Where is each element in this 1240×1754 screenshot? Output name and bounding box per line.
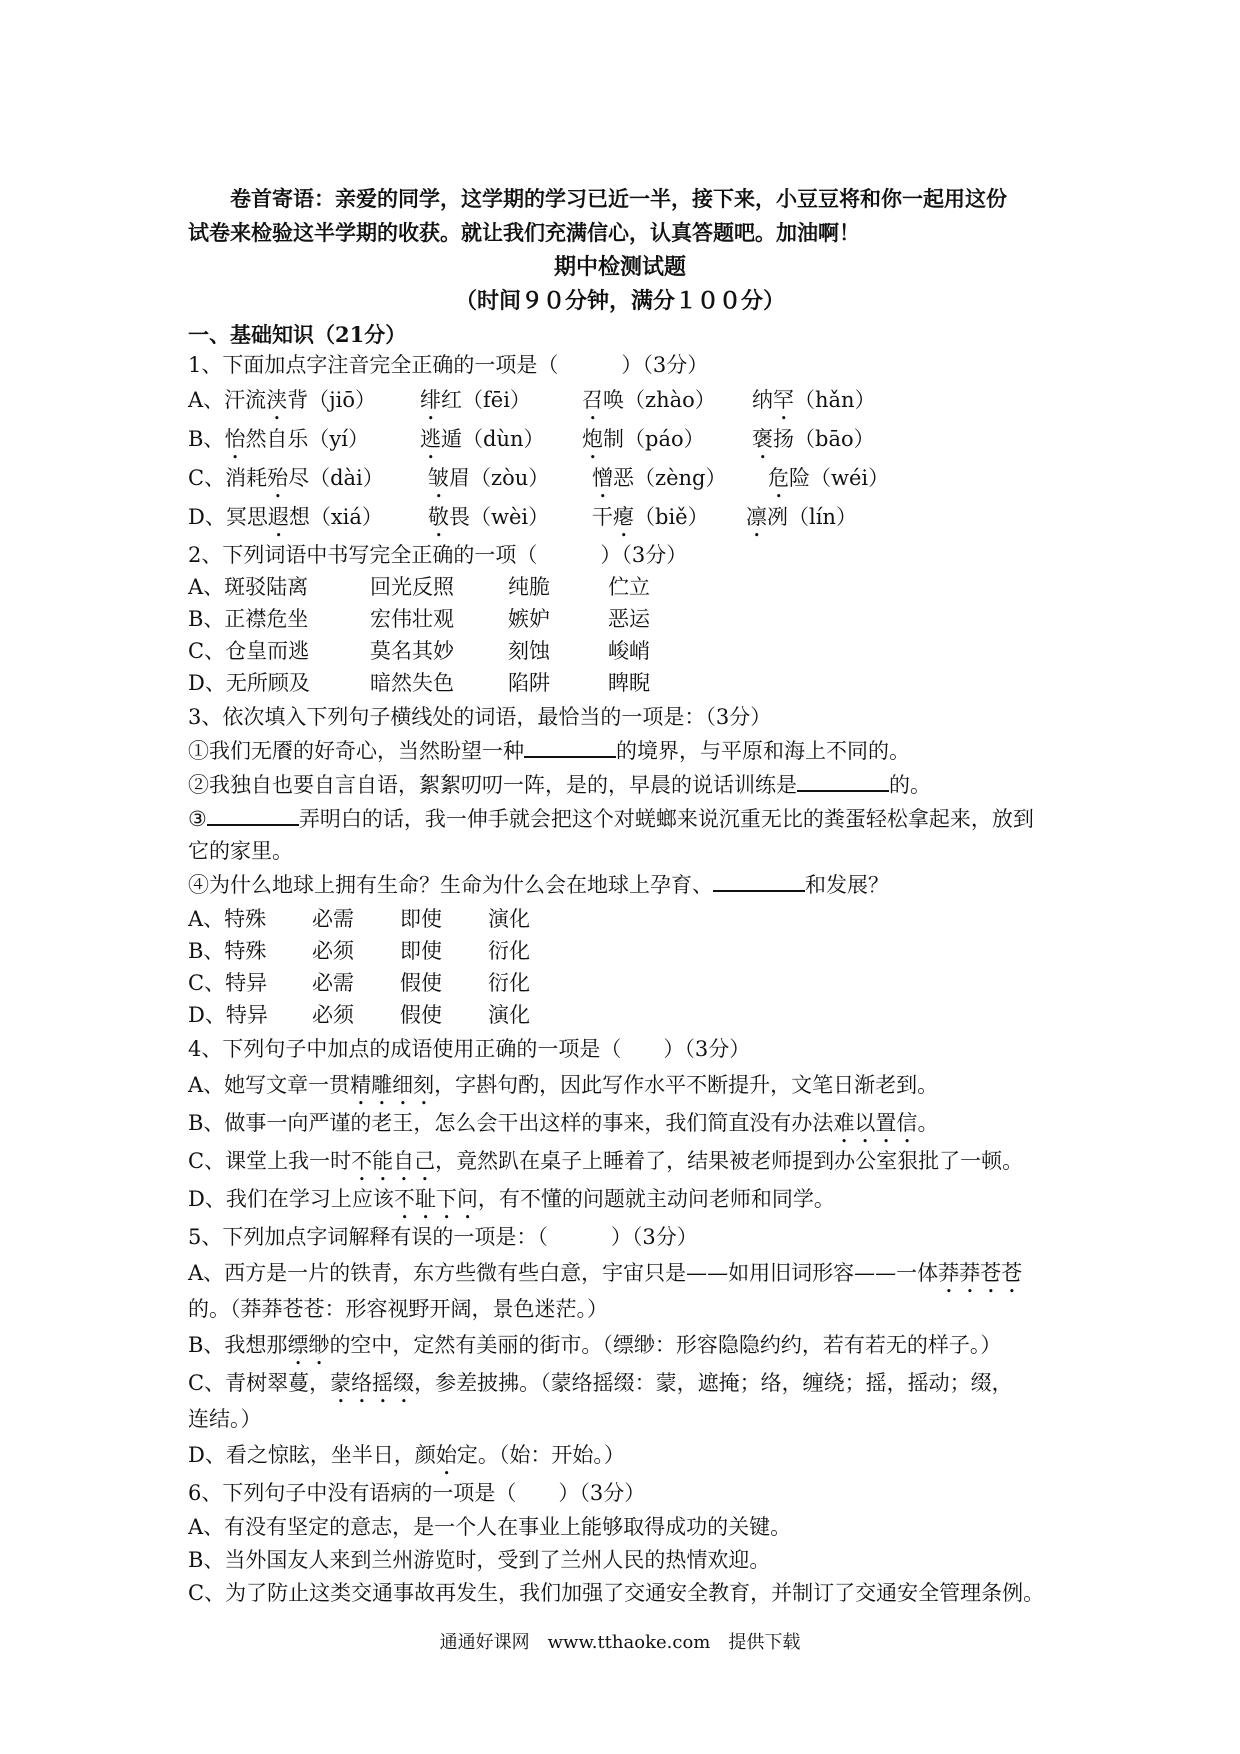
q1-b-item-2: 逃遁（dùn） — [420, 427, 545, 451]
q3-a-4: 演化 — [488, 907, 530, 931]
q3-b-3: 即使 — [400, 939, 442, 963]
q1-a-item-4: 纳罕（hǎn） — [752, 388, 876, 412]
q3-d-4: 演化 — [488, 1003, 530, 1027]
q1-option-d: D、冥思遐想（xiá） — [188, 505, 383, 529]
q3-sentence-4: ④为什么地球上拥有生命？生命为什么会在地球上孕育、 和发展？ — [188, 873, 889, 897]
q1-a-item-3: 召唤（zhào） — [582, 388, 716, 412]
q1-option-b: B、怡然自乐（yí） — [188, 427, 370, 451]
section-heading: 一、基础知识（21分） — [188, 322, 407, 347]
exam-title: 期中检测试题 — [553, 254, 686, 280]
q2-d-1: D、无所顾及 — [188, 671, 310, 695]
q2-b-4: 恶运 — [608, 607, 650, 631]
q2-stem: 2、下列词语中书写完全正确的一项（ ）（3分） — [188, 543, 688, 567]
q1-d-item-4: 凛冽（lín） — [746, 505, 857, 529]
footer-credit: 通通好课网 www.tthaoke.com 提供下载 — [439, 1632, 801, 1653]
q3-a-2: 必需 — [312, 907, 354, 931]
q2-d-3: 陷阱 — [508, 671, 550, 695]
q4-option-a: A、她写文章一贯精雕细刻，字斟句酌，因此写作水平不断提升，文笔日渐老到。 — [188, 1073, 939, 1097]
q3-c-1: C、特异 — [188, 971, 268, 995]
q3-c-3: 假使 — [400, 971, 442, 995]
q3-c-4: 衍化 — [488, 971, 530, 995]
q5-option-c-cont: 连结。） — [188, 1407, 262, 1431]
q3-d-1: D、特异 — [188, 1003, 268, 1027]
q1-option-c: C、消耗殆尽（dài） — [188, 466, 384, 490]
q1-stem: 1、下面加点字注音完全正确的一项是（ ）（3分） — [188, 353, 709, 377]
q1-b-item-4: 褒扬（bāo） — [752, 427, 875, 451]
q1-d-item-3: 干瘪（biě） — [592, 505, 709, 529]
q2-a-3: 纯脆 — [508, 575, 550, 599]
q3-b-1: B、特殊 — [188, 939, 267, 963]
q3-d-2: 必须 — [312, 1003, 354, 1027]
q1-b-item-3: 炮制（páo） — [582, 427, 705, 451]
q3-a-3: 即使 — [400, 907, 442, 931]
q3-d-3: 假使 — [400, 1003, 442, 1027]
exam-subtitle: （时间９０分钟，满分１００分） — [454, 288, 785, 314]
q2-a-2: 回光反照 — [370, 575, 454, 599]
q2-c-1: C、仓皇而逃 — [188, 639, 310, 663]
q2-b-2: 宏伟壮观 — [370, 607, 454, 631]
q3-b-2: 必须 — [312, 939, 354, 963]
q2-b-1: B、正襟危坐 — [188, 607, 309, 631]
answer-blank — [524, 738, 616, 758]
q5-option-d: D、看之惊眩，坐半日，颜始定。（始：开始。） — [188, 1443, 625, 1467]
q6-stem: 6、下列句子中没有语病的一项是（ ）（3分） — [188, 1481, 646, 1505]
q1-c-item-3: 憎恶（zèng） — [592, 466, 727, 490]
q3-stem: 3、依次填入下列句子横线处的词语，最恰当的一项是：（3分） — [188, 705, 772, 729]
preface-line-1: 卷首寄语：亲爱的同学，这学期的学习已近一半，接下来，小豆豆将和你一起用这份 — [230, 186, 1007, 211]
q2-c-4: 峻峭 — [608, 639, 650, 663]
q5-option-a: A、西方是一片的铁青，东方些微有些白意，宇宙只是——如用旧词形容——一体莽莽苍苍 — [188, 1261, 1023, 1285]
q2-a-4: 伫立 — [608, 575, 650, 599]
q3-a-1: A、特殊 — [188, 907, 267, 931]
q3-b-4: 衍化 — [488, 939, 530, 963]
q3-sentence-3-cont: 它的家里。 — [188, 839, 293, 863]
q2-d-4: 睥睨 — [608, 671, 650, 695]
q2-c-3: 刻蚀 — [508, 639, 550, 663]
q2-c-2: 莫名其妙 — [370, 639, 454, 663]
q5-stem: 5、下列加点字词解释有误的一项是：（ ）（3分） — [188, 1225, 698, 1249]
preface-line-2: 试卷来检验这半学期的收获。就让我们充满信心，认真答题吧。加油啊！ — [188, 220, 860, 245]
q5-option-c: C、青树翠蔓，蒙络摇缀，参差披拂。（蒙络摇缀：蒙，遮掩；络，缠绕；摇，摇动；缀， — [188, 1371, 1013, 1395]
option-label: A、 — [188, 388, 225, 412]
q3-sentence-3: ③ 弄明白的话，我一伸手就会把这个对蜣螂来说沉重无比的粪蛋轻松拿起来，放到 — [188, 807, 1034, 831]
q6-option-a: A、有没有坚定的意志，是一个人在事业上能够取得成功的关键。 — [188, 1515, 792, 1539]
q1-c-item-4: 危险（wéi） — [768, 466, 890, 490]
q2-d-2: 暗然失色 — [370, 671, 454, 695]
answer-blank — [797, 772, 889, 792]
q1-d-item-2: 敬畏（wèi） — [428, 505, 550, 529]
q5-option-b: B、我想那缥缈的空中，定然有美丽的街市。（缥缈：形容隐隐约约，若有若无的样子。） — [188, 1333, 1002, 1357]
answer-blank — [713, 872, 805, 892]
q1-a-item-2: 绯红（fēi） — [420, 388, 531, 412]
q2-b-3: 嫉妒 — [508, 607, 550, 631]
q6-option-b: B、当外国友人来到兰州游览时，受到了兰州人民的热情欢迎。 — [188, 1548, 771, 1572]
q1-c-item-2: 皱眉（zòu） — [428, 466, 550, 490]
q6-option-c: C、为了防止这类交通事故再发生，我们加强了交通安全教育，并制订了交通安全管理条例。 — [188, 1581, 1045, 1605]
q2-a-1: A、斑驳陆离 — [188, 575, 309, 599]
q4-option-b: B、做事一向严谨的老王，怎么会干出这样的事来，我们简直没有办法难以置信。 — [188, 1111, 939, 1135]
q4-option-d: D、我们在学习上应该不耻下问，有不懂的问题就主动问老师和同学。 — [188, 1187, 835, 1211]
q1-option-a: A、汗流浃背（jiō） — [188, 388, 377, 412]
q3-c-2: 必需 — [312, 971, 354, 995]
q3-sentence-1: ①我们无餍的好奇心，当然盼望一种 的境界，与平原和海上不同的。 — [188, 739, 910, 763]
q3-sentence-2: ②我独自也要自言自语，絮絮叨叨一阵，是的，早晨的说话训练是 的。 — [188, 773, 931, 797]
q5-option-a-cont: 的。（莽莽苍苍：形容视野开阔，景色迷茫。） — [188, 1297, 608, 1321]
answer-blank — [207, 806, 299, 826]
q4-stem: 4、下列句子中加点的成语使用正确的一项是（ ）（3分） — [188, 1037, 751, 1061]
q4-option-c: C、课堂上我一时不能自己，竟然趴在桌子上睡着了，结果被老师提到办公室狠批了一顿。 — [188, 1149, 1024, 1173]
